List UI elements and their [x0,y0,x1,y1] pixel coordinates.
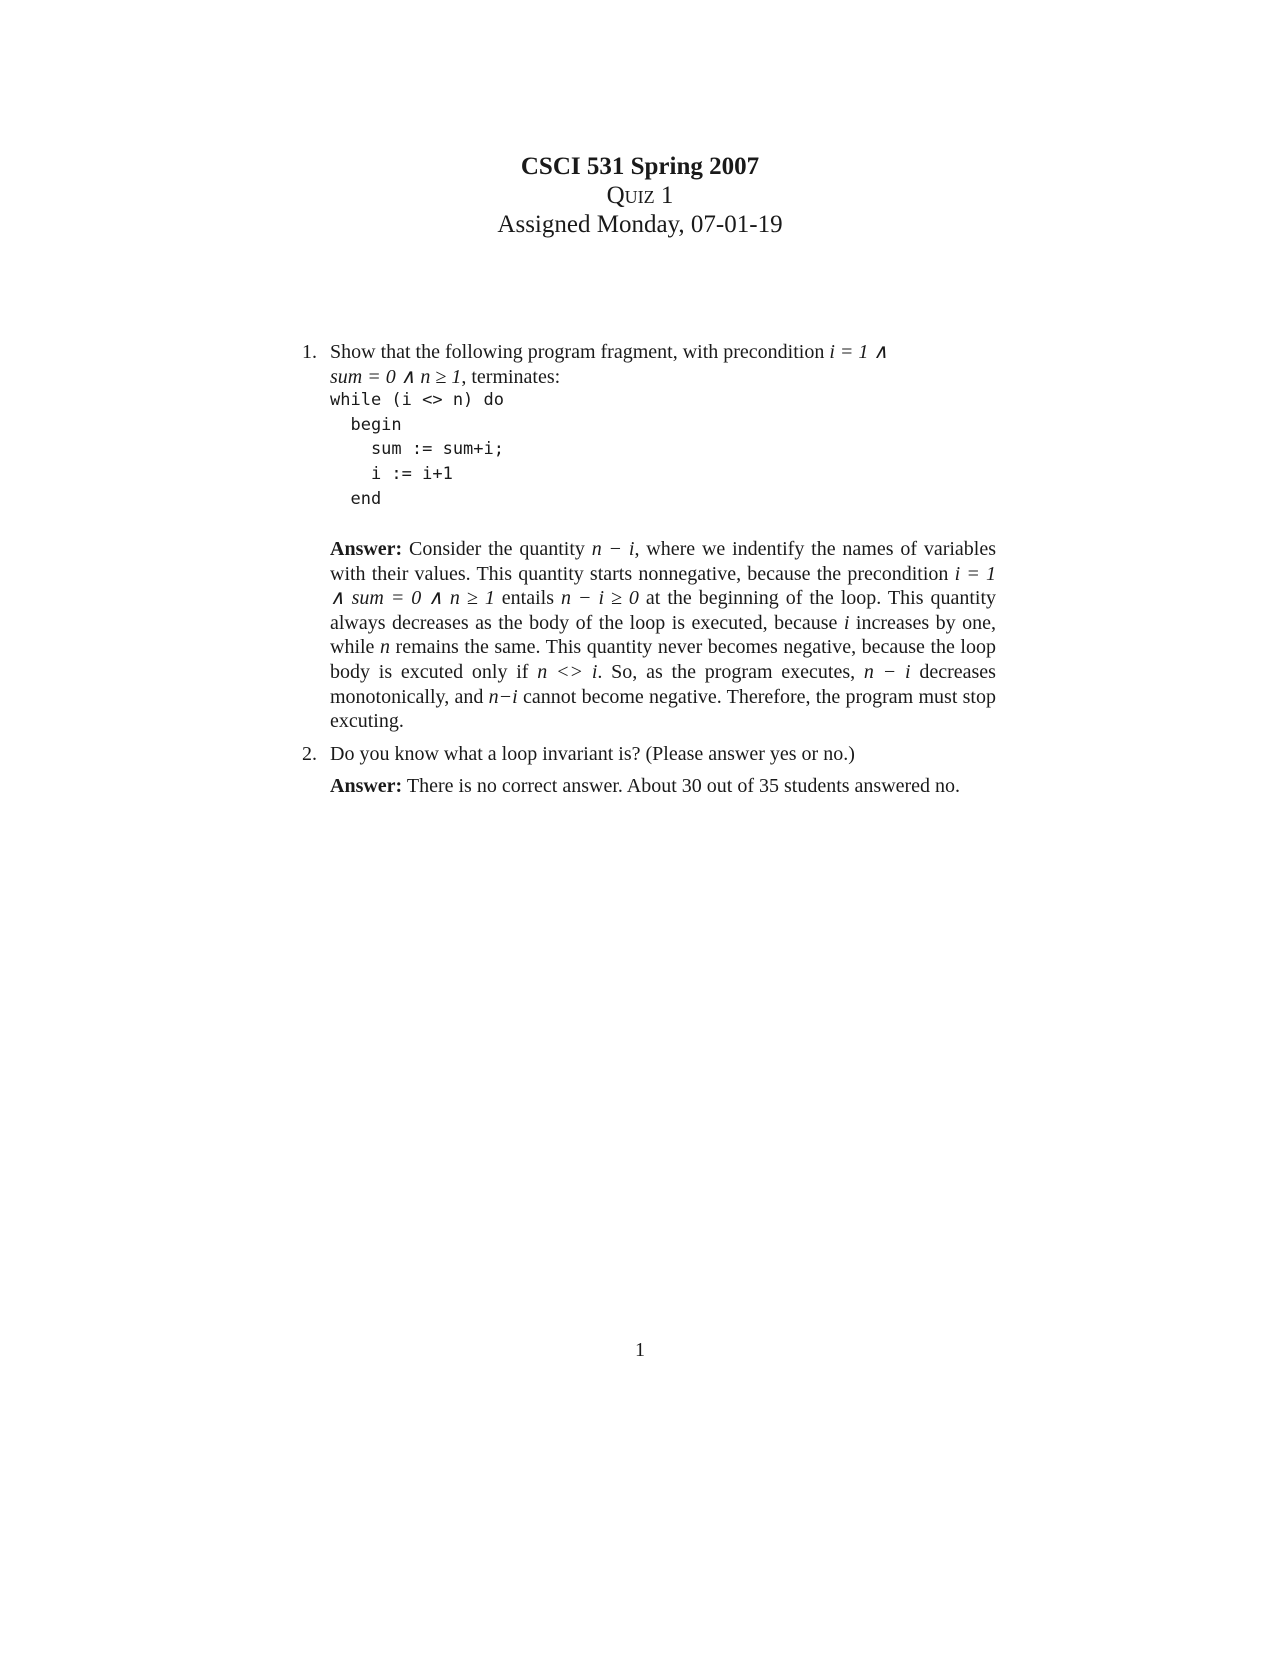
question-2-number: 2. [302,743,317,765]
answer-text: There is no correct answer. About 30 out of 35 students answered no. [402,775,961,797]
question-1-answer [330,537,996,734]
code-line: while (i <> n) do [330,390,504,410]
math-expression: n <> i [537,660,598,683]
math-expression: n−i [488,685,518,708]
math-expression: n − i ≥ 0 [561,587,639,610]
math-expression: i [843,611,850,634]
question-2-answer [330,774,996,799]
answer-label: Answer: [330,538,403,560]
page-number: 1 [635,1339,645,1361]
answer-text: decreases monotonically, and [330,660,996,708]
q1-text-b: , terminates: [461,365,561,388]
code-line: sum := sum+i; [330,439,504,460]
answer-text: . So, as the program executes, [597,660,864,683]
assigned-date: Assigned Monday, 07-01-19 [497,211,783,238]
answer-text: at the beginning of the loop. This quantity always decreases as the body of the loop is executed, because [330,587,997,634]
answer-text: remains the same. This quantity never becomes negative, because the loop body is excuted only if [330,636,996,683]
question-2-text: Do you know what a loop invariant is? (Please answer yes or no.) [330,743,855,765]
answer-text: entails [494,587,561,610]
code-line: end [330,488,382,509]
answer-label: Answer: [330,775,403,797]
question-1-number: 1. [302,341,317,363]
code-line: i := i+1 [330,464,453,485]
document-header [0,152,1280,239]
answer-text: increases by one, while [330,611,997,659]
math-expression: n − i [591,538,635,560]
answer-text: Consider the quantity [402,538,592,560]
q1-cond1: i = 1 ∧ [829,341,889,363]
q1-cond2: sum = 0 ∧ n ≥ 1 [330,365,462,388]
answer-text: cannot become negative. Therefore, the program must stop excuting. [330,685,996,733]
answer-text: , where we indentify the names of variables with their values. This quantity starts nonnegative, because the precondition [330,538,997,585]
math-expression: n [379,636,390,659]
math-expression: n − i [863,660,911,683]
code-block [330,388,504,512]
code-line: begin [330,414,402,435]
math-expression: i = 1 ∧ sum = 0 ∧ n ≥ 1 [330,562,997,610]
quiz-title: Quiz 1 [606,182,674,209]
course-title: CSCI 531 Spring 2007 [520,153,760,180]
q1-text-a: Show that the following program fragment, with precondition [330,341,830,363]
question-1-text [330,340,996,389]
